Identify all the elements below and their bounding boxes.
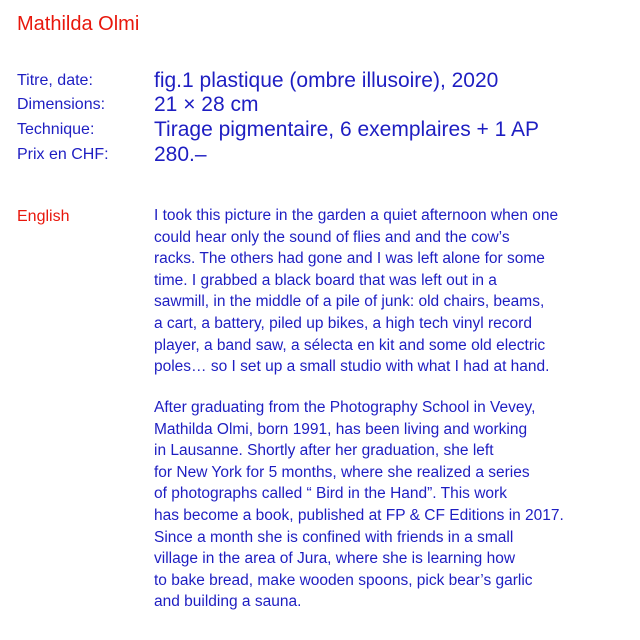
statement-line: racks. The others had gone and I was left alone for some <box>154 250 545 268</box>
artist-name: Mathilda Olmi <box>17 13 140 35</box>
biography-line: village in the area of Jura, where she is learning how <box>154 550 516 568</box>
biography-line: to bake bread, make wooden spoons, pick bear’s garlic <box>154 571 533 589</box>
spec-row-technique <box>17 116 627 142</box>
spec-label-title: Titre, date: <box>17 72 93 89</box>
spec-label-dimensions: Dimensions: <box>17 96 106 113</box>
spec-row-price <box>17 141 627 167</box>
biography-line: Since a month she is confined with friends in a small <box>154 528 514 546</box>
statement-line: poles… so I set up a small studio with what I had at hand. <box>154 358 550 376</box>
spec-row-title <box>17 67 627 93</box>
language-label: English <box>17 208 70 225</box>
biography-paragraph <box>154 397 624 613</box>
statement-line: I took this picture in the garden a quiet afternoon when one <box>154 207 559 224</box>
biography-line: After graduating from the Photography School in Vevey, <box>154 399 536 416</box>
spec-value-technique: Tirage pigmentaire, 6 exemplaires + 1 AP <box>154 118 540 141</box>
statement-line: could hear only the sound of flies and and the cow’s <box>154 228 510 246</box>
spec-label-price: Prix en CHF: <box>17 146 109 163</box>
biography-line: and building a sauna. <box>154 593 302 611</box>
statement-line: sawmill, in the middle of a pile of junk: old chairs, beams, <box>154 293 545 311</box>
statement-line: player, a band saw, a sélecta en kit and some old electric <box>154 336 546 354</box>
spec-label-technique: Technique: <box>17 121 95 138</box>
spec-value-title: fig.1 plastique (ombre illusoire), 2020 <box>154 69 499 92</box>
statement-line: a cart, a battery, piled up bikes, a high tech vinyl record <box>154 314 532 332</box>
biography-line: of photographs called “ Bird in the Hand”. This work <box>154 485 507 503</box>
spec-row-dimensions <box>17 91 627 117</box>
statement-paragraph <box>154 205 624 378</box>
spec-value-dimensions: 21 × 28 cm <box>154 93 259 116</box>
statement-line: time. I grabbed a black board that was left out in a <box>154 271 497 289</box>
spec-value-price: 280.– <box>154 143 207 166</box>
biography-line: has become a book, published at FP & CF Editions in 2017. <box>154 506 564 524</box>
biography-line: in Lausanne. Shortly after her graduation, she left <box>154 442 494 460</box>
biography-line: Mathilda Olmi, born 1991, has been living and working <box>154 420 528 438</box>
biography-line: for New York for 5 months, where she realized a series <box>154 463 530 481</box>
